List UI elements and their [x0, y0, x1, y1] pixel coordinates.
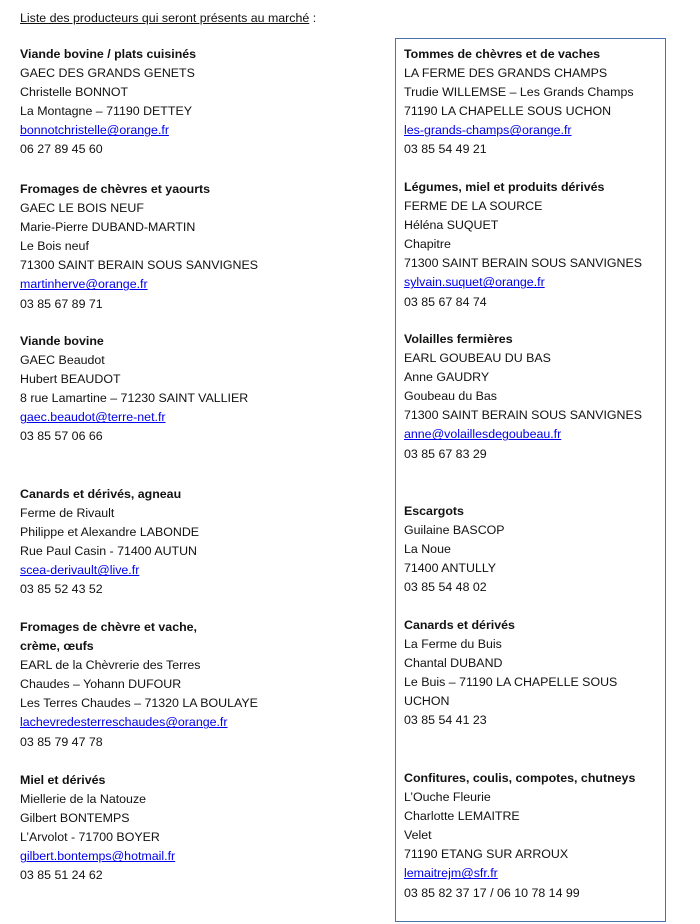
producer-category: Miel et dérivés — [20, 773, 106, 787]
producer-detail: Marie-Pierre DUBAND-MARTIN — [20, 220, 196, 235]
producer-phone: 03 85 52 43 52 — [20, 582, 103, 597]
producer-email-line — [20, 408, 248, 427]
producer-detail: GAEC LE BOIS NEUF — [20, 201, 144, 216]
producer-detail: Trudie WILLEMSE – Les Grands Champs — [404, 85, 634, 100]
producer-category: Escargots — [404, 504, 464, 518]
producer-email-link[interactable]: les-grands-champs@orange.fr — [404, 123, 572, 138]
producer-detail: 71300 SAINT BERAIN SOUS SANVIGNES — [404, 408, 643, 423]
producer-email-line — [404, 425, 642, 444]
producer-detail: Charlotte LEMAITRE — [404, 809, 520, 824]
producer-entry — [20, 485, 199, 600]
producer-detail: Chantal DUBAND — [404, 656, 503, 671]
producer-category: Confitures, coulis, compotes, chutneys — [404, 771, 636, 785]
producer-email-link[interactable]: lemaitrejm@sfr.fr — [404, 866, 498, 881]
producer-entry — [404, 769, 635, 903]
producer-email-link[interactable]: gilbert.bontemps@hotmail.fr — [20, 849, 176, 864]
producer-category: Canards et dérivés, agneau — [20, 487, 182, 501]
producer-category: Fromages de chèvre et vache, — [20, 620, 197, 634]
producer-category: Volailles fermières — [404, 332, 513, 346]
producer-detail: La Ferme du Buis — [404, 637, 502, 652]
producer-category: Viande bovine — [20, 334, 104, 348]
producer-detail: Ferme de Rivault — [20, 506, 115, 521]
producer-detail: Philippe et Alexandre LABONDE — [20, 525, 200, 540]
producer-detail: Goubeau du Bas — [404, 389, 498, 404]
producer-entry — [20, 45, 196, 160]
heading-text: Liste des producteurs qui seront présents au marché — [20, 11, 310, 25]
producer-email-link[interactable]: anne@volaillesdegoubeau.fr — [404, 427, 562, 442]
producer-detail: Miellerie de la Natouze — [20, 792, 147, 807]
producer-phone: 03 85 82 37 17 / 06 10 78 14 99 — [404, 885, 580, 900]
producer-email-line — [404, 864, 635, 883]
producer-category: Canards et dérivés — [404, 618, 515, 632]
producer-detail: L’Arvolot - 71700 BOYER — [20, 830, 160, 845]
producer-entry — [404, 45, 634, 160]
page-heading — [20, 9, 316, 27]
producer-email-line — [20, 561, 199, 580]
producer-category: Fromages de chèvres et yaourts — [20, 182, 211, 196]
producer-email-line — [404, 273, 642, 292]
producer-detail: Chapitre — [404, 237, 451, 252]
producer-detail: GAEC Beaudot — [20, 353, 105, 368]
producer-detail: 71400 ANTULLY — [404, 561, 497, 576]
producer-phone: 03 85 67 89 71 — [20, 296, 103, 311]
heading-suffix: : — [309, 11, 317, 25]
producer-detail: Les Terres Chaudes – 71320 LA BOULAYE — [20, 696, 258, 711]
producer-entry — [404, 616, 617, 731]
producer-phone: 03 85 67 84 74 — [404, 294, 487, 309]
producer-phone: 03 85 54 49 21 — [404, 142, 487, 157]
producer-phone: 03 85 67 83 29 — [404, 446, 487, 461]
producer-email-line — [20, 121, 196, 140]
producer-detail: GAEC DES GRANDS GENETS — [20, 66, 195, 81]
producer-detail: Hubert BEAUDOT — [20, 372, 121, 387]
producer-detail: LA FERME DES GRANDS CHAMPS — [404, 66, 608, 81]
producer-entry — [20, 180, 258, 314]
producer-detail: Velet — [404, 828, 432, 843]
producer-detail: Chaudes – Yohann DUFOUR — [20, 677, 182, 692]
producer-category: Viande bovine / plats cuisinés — [20, 47, 197, 61]
producer-phone: 03 85 57 06 66 — [20, 429, 103, 444]
producer-detail: Gilbert BONTEMPS — [20, 811, 130, 826]
producer-email-link[interactable]: bonnotchristelle@orange.fr — [20, 123, 169, 138]
producer-detail: 71300 SAINT BERAIN SOUS SANVIGNES — [20, 258, 259, 273]
producer-detail: Héléna SUQUET — [404, 218, 499, 233]
producer-email-line — [20, 275, 258, 294]
producer-entry — [404, 330, 642, 464]
producer-email-link[interactable]: sylvain.suquet@orange.fr — [404, 275, 545, 290]
producer-detail: Rue Paul Casin - 71400 AUTUN — [20, 544, 197, 559]
producer-phone: 03 85 51 24 62 — [20, 868, 103, 883]
producer-detail: EARL de la Chèvrerie des Terres — [20, 658, 201, 673]
producer-detail: Christelle BONNOT — [20, 85, 129, 100]
producer-email-link[interactable]: gaec.beaudot@terre-net.fr — [20, 410, 166, 425]
producer-detail: La Noue — [404, 542, 451, 557]
producer-entry — [404, 502, 505, 597]
producer-category: crème, œufs — [20, 639, 94, 654]
producer-detail: Le Bois neuf — [20, 239, 89, 254]
producer-entry — [20, 618, 258, 752]
producer-email-line — [20, 713, 258, 732]
producer-email-link[interactable]: martinherve@orange.fr — [20, 277, 148, 292]
producer-category: Tommes de chèvres et de vaches — [404, 47, 601, 61]
producer-entry — [20, 771, 175, 886]
producer-phone: 06 27 89 45 60 — [20, 142, 103, 157]
producer-detail: L’Ouche Fleurie — [404, 790, 491, 805]
producer-detail: 71300 SAINT BERAIN SOUS SANVIGNES — [404, 256, 643, 271]
producer-phone: 03 85 54 48 02 — [404, 580, 487, 595]
producer-phone: 03 85 54 41 23 — [404, 713, 487, 728]
producer-detail: 71190 ETANG SUR ARROUX — [404, 847, 569, 862]
right-column-box — [395, 38, 666, 922]
producer-entry — [20, 332, 248, 447]
producer-email-line — [20, 847, 175, 866]
producer-entry — [404, 178, 642, 312]
producer-detail: Le Buis – 71190 LA CHAPELLE SOUS — [404, 675, 618, 690]
producer-detail: La Montagne – 71190 DETTEY — [20, 104, 192, 119]
producer-detail: Anne GAUDRY — [404, 370, 490, 385]
producer-phone: 03 85 79 47 78 — [20, 734, 103, 749]
producer-detail: 8 rue Lamartine – 71230 SAINT VALLIER — [20, 391, 249, 406]
producer-category: Légumes, miel et produits dérivés — [404, 180, 605, 194]
producer-detail: FERME DE LA SOURCE — [404, 199, 543, 214]
producer-email-line — [404, 121, 634, 140]
producer-email-link[interactable]: lachevredesterreschaudes@orange.fr — [20, 715, 228, 730]
producer-detail: EARL GOUBEAU DU BAS — [404, 351, 551, 366]
producer-email-link[interactable]: scea-derivault@live.fr — [20, 563, 140, 578]
producer-detail: UCHON — [404, 694, 450, 709]
producer-detail: 71190 LA CHAPELLE SOUS UCHON — [404, 104, 612, 119]
producer-detail: Guilaine BASCOP — [404, 523, 505, 538]
